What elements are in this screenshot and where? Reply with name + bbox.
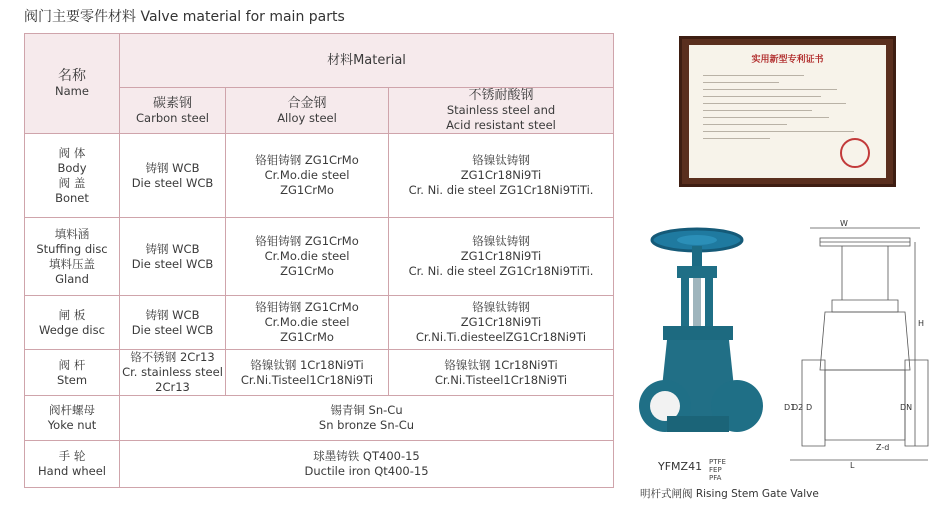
dim-l-label: L bbox=[850, 461, 855, 470]
table-row-stem bbox=[25, 350, 614, 396]
name-header-zh: 名称 bbox=[58, 67, 86, 84]
column-carbon-zh: 碳素钢 bbox=[152, 95, 192, 111]
material-table bbox=[24, 33, 614, 488]
column-carbon-en: Carbon steel bbox=[136, 110, 209, 125]
dim-z-label: Z-d bbox=[876, 443, 890, 452]
lining-options bbox=[709, 458, 726, 482]
certificate-text-lines bbox=[703, 69, 871, 145]
row-name: 阀 杆 Stem bbox=[25, 350, 120, 396]
cell-stainless: 铬镍钛铸钢 ZG1Cr18Ni9Ti Cr. Ni. die steel ZG1Cr18Ni9TiTi. bbox=[389, 134, 614, 218]
cell-carbon: 铸钢 WCB Die steel WCB bbox=[120, 218, 226, 296]
gate-valve-photo bbox=[637, 226, 777, 458]
dim-h-label: H bbox=[918, 319, 925, 328]
dim-w-label: W bbox=[840, 220, 848, 228]
row-name: 阀 体 Body 阀 盖 Bonet bbox=[25, 134, 120, 218]
cell-merged: 锡青铜 Sn-Cu Sn bronze Sn-Cu bbox=[120, 396, 614, 441]
cell-carbon: 铬不锈钢 2Cr13 Cr. stainless steel 2Cr13 bbox=[120, 350, 226, 396]
column-alloy-zh: 合金钢 bbox=[287, 95, 327, 111]
row-name: 手 轮 Hand wheel bbox=[25, 441, 120, 488]
column-alloy-en: Alloy steel bbox=[277, 110, 337, 125]
cell-carbon: 铸钢 WCB Die steel WCB bbox=[120, 296, 226, 350]
certificate-seal-icon bbox=[840, 138, 870, 168]
model-number: YFMZ41 bbox=[658, 460, 703, 473]
cell-alloy: 铬钼铸钢 ZG1CrMo Cr.Mo.die steel ZG1CrMo bbox=[226, 134, 389, 218]
row-name: 填料涵 Stuffing disc 填料压盖 Gland bbox=[25, 218, 120, 296]
row-name: 阀杆螺母 Yoke nut bbox=[25, 396, 120, 441]
lining-ptfe: PTFE bbox=[709, 458, 726, 466]
table-row-yoke-nut bbox=[25, 396, 614, 441]
column-stainless-steel bbox=[389, 88, 614, 134]
column-stainless-zh: 不锈耐酸钢 bbox=[468, 88, 534, 103]
cell-stainless: 铬镍钛铸钢 ZG1Cr18Ni9Ti Cr. Ni. die steel ZG1Cr18Ni9TiTi. bbox=[389, 218, 614, 296]
table-row-stuffing-gland bbox=[25, 218, 614, 296]
certificate-paper bbox=[689, 45, 886, 178]
dim-d2-label: D2 bbox=[792, 403, 804, 412]
certificate-title: 实用新型专利证书 bbox=[751, 55, 824, 65]
cell-stainless: 铬镍钛钢 1Cr18Ni9Ti Cr.Ni.Tisteel1Cr18Ni9Ti bbox=[389, 350, 614, 396]
material-header: 材料Material bbox=[120, 34, 614, 88]
cell-carbon: 铸钢 WCB Die steel WCB bbox=[120, 134, 226, 218]
lining-pfa: PFA bbox=[709, 474, 722, 482]
valve-caption: 明杆式闸阀 Rising Stem Gate Valve bbox=[640, 488, 819, 500]
dim-d-label: D bbox=[806, 403, 813, 412]
column-stainless-en: Stainless steel and Acid resistant steel bbox=[446, 103, 556, 132]
dim-dn-label: DN bbox=[900, 403, 913, 412]
dim-d1-label: D1 bbox=[784, 403, 796, 412]
cell-alloy: 铬钼铸钢 ZG1CrMo Cr.Mo.die steel ZG1CrMo bbox=[226, 218, 389, 296]
cell-merged: 球墨铸铁 QT400-15 Ductile iron Qt400-15 bbox=[120, 441, 614, 488]
table-row-hand-wheel bbox=[25, 441, 614, 488]
column-carbon-steel bbox=[120, 88, 226, 134]
name-header bbox=[25, 34, 120, 134]
cell-stainless: 铬镍钛铸钢 ZG1Cr18Ni9Ti Cr.Ni.Ti.diesteelZG1Cr18Ni9Ti bbox=[389, 296, 614, 350]
name-header-en: Name bbox=[55, 83, 89, 98]
cell-alloy: 铬钼铸钢 ZG1CrMo Cr.Mo.die steel ZG1CrMo bbox=[226, 296, 389, 350]
cell-alloy: 铬镍钛钢 1Cr18Ni9Ti Cr.Ni.Tisteel1Cr18Ni9Ti bbox=[226, 350, 389, 396]
lining-fep: FEP bbox=[709, 466, 722, 474]
section-heading: 阀门主要零件材料 Valve material for main parts bbox=[24, 9, 345, 25]
row-name: 闸 板 Wedge disc bbox=[25, 296, 120, 350]
table-row-wedge-disc bbox=[25, 296, 614, 350]
gate-valve-dimension-drawing bbox=[780, 220, 935, 470]
table-row-body-bonet bbox=[25, 134, 614, 218]
column-alloy-steel bbox=[226, 88, 389, 134]
patent-certificate bbox=[679, 36, 896, 187]
